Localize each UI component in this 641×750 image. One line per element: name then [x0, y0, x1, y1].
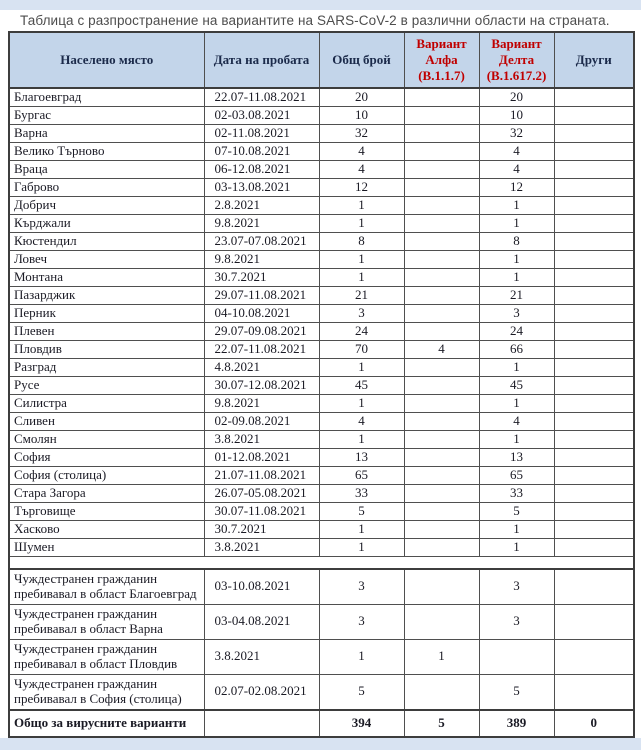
region-row-cell-other	[554, 431, 634, 449]
region-row-cell-total: 1	[319, 395, 404, 413]
region-row-cell-alpha	[404, 377, 479, 395]
region-row-cell-date: 30.07-11.08.2021	[204, 503, 319, 521]
separator-cell	[9, 557, 634, 570]
region-row	[9, 269, 634, 287]
region-row-cell-other	[554, 143, 634, 161]
region-row-cell-alpha	[404, 359, 479, 377]
region-row-cell-name: Варна	[9, 125, 204, 143]
total-row-cell-total: 394	[319, 710, 404, 737]
region-row-cell-name: София (столица)	[9, 467, 204, 485]
region-row	[9, 305, 634, 323]
region-row-cell-total: 1	[319, 197, 404, 215]
foreign-row-cell-name: Чуждестранен гражданин пребивавал в област Пловдив	[9, 639, 204, 674]
region-row-cell-total: 1	[319, 431, 404, 449]
region-row-cell-name: Сливен	[9, 413, 204, 431]
region-row-cell-alpha	[404, 395, 479, 413]
region-row-cell-alpha	[404, 539, 479, 557]
region-row-cell-date: 22.07-11.08.2021	[204, 88, 319, 107]
region-row	[9, 521, 634, 539]
foreign-row-cell-date: 03-10.08.2021	[204, 569, 319, 604]
region-row-cell-alpha	[404, 287, 479, 305]
region-row	[9, 413, 634, 431]
region-row-cell-delta: 4	[479, 143, 554, 161]
region-row-cell-delta: 3	[479, 305, 554, 323]
region-row-cell-other	[554, 413, 634, 431]
region-row-cell-date: 04-10.08.2021	[204, 305, 319, 323]
region-row-cell-date: 30.7.2021	[204, 269, 319, 287]
region-row-cell-date: 01-12.08.2021	[204, 449, 319, 467]
region-row-cell-name: Враца	[9, 161, 204, 179]
region-row	[9, 341, 634, 359]
region-row-cell-other	[554, 305, 634, 323]
region-row-cell-alpha	[404, 143, 479, 161]
region-row-cell-other	[554, 395, 634, 413]
region-row-cell-name: Перник	[9, 305, 204, 323]
region-row	[9, 395, 634, 413]
region-row-cell-other	[554, 215, 634, 233]
foreign-row	[9, 569, 634, 604]
region-row-cell-name: Благоевград	[9, 88, 204, 107]
region-row-cell-name: Габрово	[9, 179, 204, 197]
header-row	[9, 32, 634, 88]
region-row-cell-alpha	[404, 467, 479, 485]
region-row-cell-alpha: 4	[404, 341, 479, 359]
region-row-cell-alpha	[404, 179, 479, 197]
region-row-cell-delta: 32	[479, 125, 554, 143]
region-row-cell-other	[554, 125, 634, 143]
region-row-cell-delta: 45	[479, 377, 554, 395]
region-row	[9, 287, 634, 305]
col-header-variant-alpha: Вариант Алфа (B.1.1.7)	[404, 32, 479, 88]
region-row-cell-alpha	[404, 323, 479, 341]
region-row-cell-delta: 1	[479, 431, 554, 449]
total-row-cell-other: 0	[554, 710, 634, 737]
region-row-cell-name: Монтана	[9, 269, 204, 287]
foreign-row	[9, 604, 634, 639]
region-row-cell-date: 06-12.08.2021	[204, 161, 319, 179]
region-row-cell-other	[554, 323, 634, 341]
region-row-cell-other	[554, 359, 634, 377]
region-row-cell-date: 07-10.08.2021	[204, 143, 319, 161]
total-row-cell-date	[204, 710, 319, 737]
top-margin-strip	[0, 0, 641, 10]
region-row-cell-date: 3.8.2021	[204, 539, 319, 557]
region-row-cell-delta: 10	[479, 107, 554, 125]
foreign-row-cell-delta	[479, 639, 554, 674]
region-row-cell-alpha	[404, 431, 479, 449]
region-row	[9, 197, 634, 215]
variants-distribution-table	[8, 31, 635, 738]
foreign-row-cell-alpha	[404, 674, 479, 709]
region-row-cell-alpha	[404, 107, 479, 125]
region-row-cell-alpha	[404, 521, 479, 539]
region-row-cell-date: 4.8.2021	[204, 359, 319, 377]
region-row-cell-date: 9.8.2021	[204, 215, 319, 233]
region-row	[9, 431, 634, 449]
region-row-cell-total: 32	[319, 125, 404, 143]
col-header-settlement: Населено място	[9, 32, 204, 88]
region-row	[9, 539, 634, 557]
region-row-cell-other	[554, 161, 634, 179]
foreign-row-cell-date: 02.07-02.08.2021	[204, 674, 319, 709]
region-row-cell-name: Ловеч	[9, 251, 204, 269]
foreign-row-cell-date: 3.8.2021	[204, 639, 319, 674]
foreign-row-cell-name: Чуждестранен гражданин пребивавал в област Варна	[9, 604, 204, 639]
region-row-cell-alpha	[404, 215, 479, 233]
region-row-cell-name: Добрич	[9, 197, 204, 215]
foreign-row	[9, 639, 634, 674]
region-row-cell-delta: 1	[479, 521, 554, 539]
region-row-cell-delta: 1	[479, 251, 554, 269]
region-row-cell-alpha	[404, 88, 479, 107]
foreign-row-cell-total: 3	[319, 604, 404, 639]
foreign-row-cell-alpha	[404, 569, 479, 604]
region-row-cell-name: Плевен	[9, 323, 204, 341]
region-row-cell-date: 02-03.08.2021	[204, 107, 319, 125]
region-row-cell-other	[554, 521, 634, 539]
foreign-row-cell-other	[554, 569, 634, 604]
region-row-cell-other	[554, 485, 634, 503]
foreign-row-cell-delta: 3	[479, 569, 554, 604]
region-row-cell-name: Бургас	[9, 107, 204, 125]
region-row-cell-alpha	[404, 449, 479, 467]
region-row-cell-date: 9.8.2021	[204, 251, 319, 269]
region-row-cell-total: 13	[319, 449, 404, 467]
region-row-cell-other	[554, 341, 634, 359]
foreign-row-cell-alpha: 1	[404, 639, 479, 674]
col-header-others: Други	[554, 32, 634, 88]
total-row-cell-name: Общо за вирусните варианти	[9, 710, 204, 737]
region-row-cell-name: Кюстендил	[9, 233, 204, 251]
region-row-cell-name: София	[9, 449, 204, 467]
region-row-cell-alpha	[404, 251, 479, 269]
region-row-cell-total: 20	[319, 88, 404, 107]
region-row-cell-name: Пазарджик	[9, 287, 204, 305]
region-row-cell-alpha	[404, 503, 479, 521]
region-row-cell-other	[554, 233, 634, 251]
region-row-cell-name: Пловдив	[9, 341, 204, 359]
region-row-cell-total: 45	[319, 377, 404, 395]
region-row-cell-date: 3.8.2021	[204, 431, 319, 449]
foreign-row-cell-total: 3	[319, 569, 404, 604]
region-row-cell-date: 29.07-09.08.2021	[204, 323, 319, 341]
region-row-cell-delta: 4	[479, 161, 554, 179]
region-row-cell-name: Смолян	[9, 431, 204, 449]
region-row-cell-name: Разград	[9, 359, 204, 377]
region-row	[9, 215, 634, 233]
foreign-row-cell-name: Чуждестранен гражданин пребивавал в област Благоевград	[9, 569, 204, 604]
foreign-row	[9, 674, 634, 709]
region-row-cell-other	[554, 467, 634, 485]
foreign-row-cell-other	[554, 604, 634, 639]
region-row-cell-date: 03-13.08.2021	[204, 179, 319, 197]
region-row-cell-date: 23.07-07.08.2021	[204, 233, 319, 251]
region-row-cell-delta: 66	[479, 341, 554, 359]
region-row-cell-date: 29.07-11.08.2021	[204, 287, 319, 305]
region-row	[9, 377, 634, 395]
separator-section	[9, 557, 634, 570]
region-row-cell-delta: 33	[479, 485, 554, 503]
region-row-cell-delta: 1	[479, 197, 554, 215]
table-header	[9, 32, 634, 88]
foreign-row-cell-name: Чуждестранен гражданин пребивавал в София (столица)	[9, 674, 204, 709]
region-row-cell-other	[554, 269, 634, 287]
region-row-cell-total: 8	[319, 233, 404, 251]
total-row-section	[9, 710, 634, 737]
region-row	[9, 88, 634, 107]
col-header-total-count: Общ брой	[319, 32, 404, 88]
col-header-sample-date: Дата на пробата	[204, 32, 319, 88]
region-row-cell-total: 1	[319, 215, 404, 233]
region-row-cell-total: 1	[319, 359, 404, 377]
region-row-cell-delta: 24	[479, 323, 554, 341]
region-row	[9, 233, 634, 251]
region-row-cell-alpha	[404, 485, 479, 503]
region-row-cell-alpha	[404, 413, 479, 431]
separator-row	[9, 557, 634, 570]
foreign-row-cell-delta: 3	[479, 604, 554, 639]
region-row-cell-delta: 21	[479, 287, 554, 305]
region-row-cell-date: 2.8.2021	[204, 197, 319, 215]
region-row	[9, 179, 634, 197]
region-row-cell-total: 4	[319, 161, 404, 179]
region-row	[9, 485, 634, 503]
region-row-cell-date: 02-09.08.2021	[204, 413, 319, 431]
region-row-cell-other	[554, 377, 634, 395]
region-row-cell-delta: 20	[479, 88, 554, 107]
region-row-cell-delta: 1	[479, 539, 554, 557]
foreign-row-cell-total: 1	[319, 639, 404, 674]
region-row	[9, 323, 634, 341]
foreign-row-cell-date: 03-04.08.2021	[204, 604, 319, 639]
region-row	[9, 161, 634, 179]
region-row-cell-alpha	[404, 305, 479, 323]
region-row-cell-other	[554, 287, 634, 305]
total-row-cell-delta: 389	[479, 710, 554, 737]
region-row-cell-alpha	[404, 269, 479, 287]
region-row-cell-other	[554, 251, 634, 269]
region-row	[9, 449, 634, 467]
region-row-cell-total: 3	[319, 305, 404, 323]
total-row	[9, 710, 634, 737]
region-row-cell-other	[554, 179, 634, 197]
region-row	[9, 251, 634, 269]
region-row-cell-total: 1	[319, 539, 404, 557]
foreign-row-cell-delta: 5	[479, 674, 554, 709]
region-row-cell-name: Хасково	[9, 521, 204, 539]
region-row-cell-date: 02-11.08.2021	[204, 125, 319, 143]
region-row-cell-alpha	[404, 161, 479, 179]
foreign-row-cell-total: 5	[319, 674, 404, 709]
region-row-cell-date: 30.07-12.08.2021	[204, 377, 319, 395]
region-row-cell-total: 24	[319, 323, 404, 341]
foreign-row-cell-alpha	[404, 604, 479, 639]
region-row-cell-delta: 1	[479, 215, 554, 233]
region-row-cell-alpha	[404, 233, 479, 251]
region-row-cell-name: Търговище	[9, 503, 204, 521]
region-row-cell-date: 9.8.2021	[204, 395, 319, 413]
region-row-cell-name: Шумен	[9, 539, 204, 557]
region-row-cell-total: 33	[319, 485, 404, 503]
region-row-cell-other	[554, 197, 634, 215]
region-row-cell-other	[554, 539, 634, 557]
region-row-cell-total: 21	[319, 287, 404, 305]
region-row-cell-other	[554, 88, 634, 107]
total-row-cell-alpha: 5	[404, 710, 479, 737]
region-row-cell-other	[554, 449, 634, 467]
region-row-cell-total: 1	[319, 521, 404, 539]
region-row-cell-name: Кърджали	[9, 215, 204, 233]
region-row-cell-date: 26.07-05.08.2021	[204, 485, 319, 503]
region-row-cell-date: 22.07-11.08.2021	[204, 341, 319, 359]
region-row-cell-total: 70	[319, 341, 404, 359]
foreign-row-cell-other	[554, 674, 634, 709]
region-row-cell-delta: 5	[479, 503, 554, 521]
region-row	[9, 467, 634, 485]
region-row-cell-date: 21.07-11.08.2021	[204, 467, 319, 485]
region-row-cell-alpha	[404, 125, 479, 143]
region-row-cell-alpha	[404, 197, 479, 215]
region-row-cell-delta: 1	[479, 395, 554, 413]
col-header-variant-delta: Вариант Делта (B.1.617.2)	[479, 32, 554, 88]
region-row-cell-total: 10	[319, 107, 404, 125]
region-row	[9, 143, 634, 161]
region-row	[9, 359, 634, 377]
foreign-row-cell-other	[554, 639, 634, 674]
region-row-cell-delta: 12	[479, 179, 554, 197]
region-row-cell-total: 65	[319, 467, 404, 485]
region-row-cell-delta: 13	[479, 449, 554, 467]
foreign-resident-rows-section	[9, 569, 634, 710]
region-row-cell-total: 5	[319, 503, 404, 521]
bottom-margin-strip	[0, 738, 641, 750]
region-row-cell-total: 4	[319, 143, 404, 161]
region-row-cell-name: Силистра	[9, 395, 204, 413]
region-row	[9, 125, 634, 143]
region-row-cell-delta: 65	[479, 467, 554, 485]
region-row-cell-name: Русе	[9, 377, 204, 395]
region-rows-section	[9, 88, 634, 557]
region-row	[9, 107, 634, 125]
region-row-cell-total: 1	[319, 269, 404, 287]
region-row-cell-name: Стара Загора	[9, 485, 204, 503]
region-row	[9, 503, 634, 521]
region-row-cell-total: 1	[319, 251, 404, 269]
table-title: Таблица с разпространение на вариантите на SARS-CoV-2 в различни области на страната.	[20, 13, 610, 28]
region-row-cell-name: Велико Търново	[9, 143, 204, 161]
region-row-cell-delta: 1	[479, 359, 554, 377]
region-row-cell-delta: 8	[479, 233, 554, 251]
region-row-cell-delta: 1	[479, 269, 554, 287]
region-row-cell-other	[554, 503, 634, 521]
region-row-cell-total: 12	[319, 179, 404, 197]
region-row-cell-delta: 4	[479, 413, 554, 431]
region-row-cell-total: 4	[319, 413, 404, 431]
region-row-cell-date: 30.7.2021	[204, 521, 319, 539]
region-row-cell-other	[554, 107, 634, 125]
